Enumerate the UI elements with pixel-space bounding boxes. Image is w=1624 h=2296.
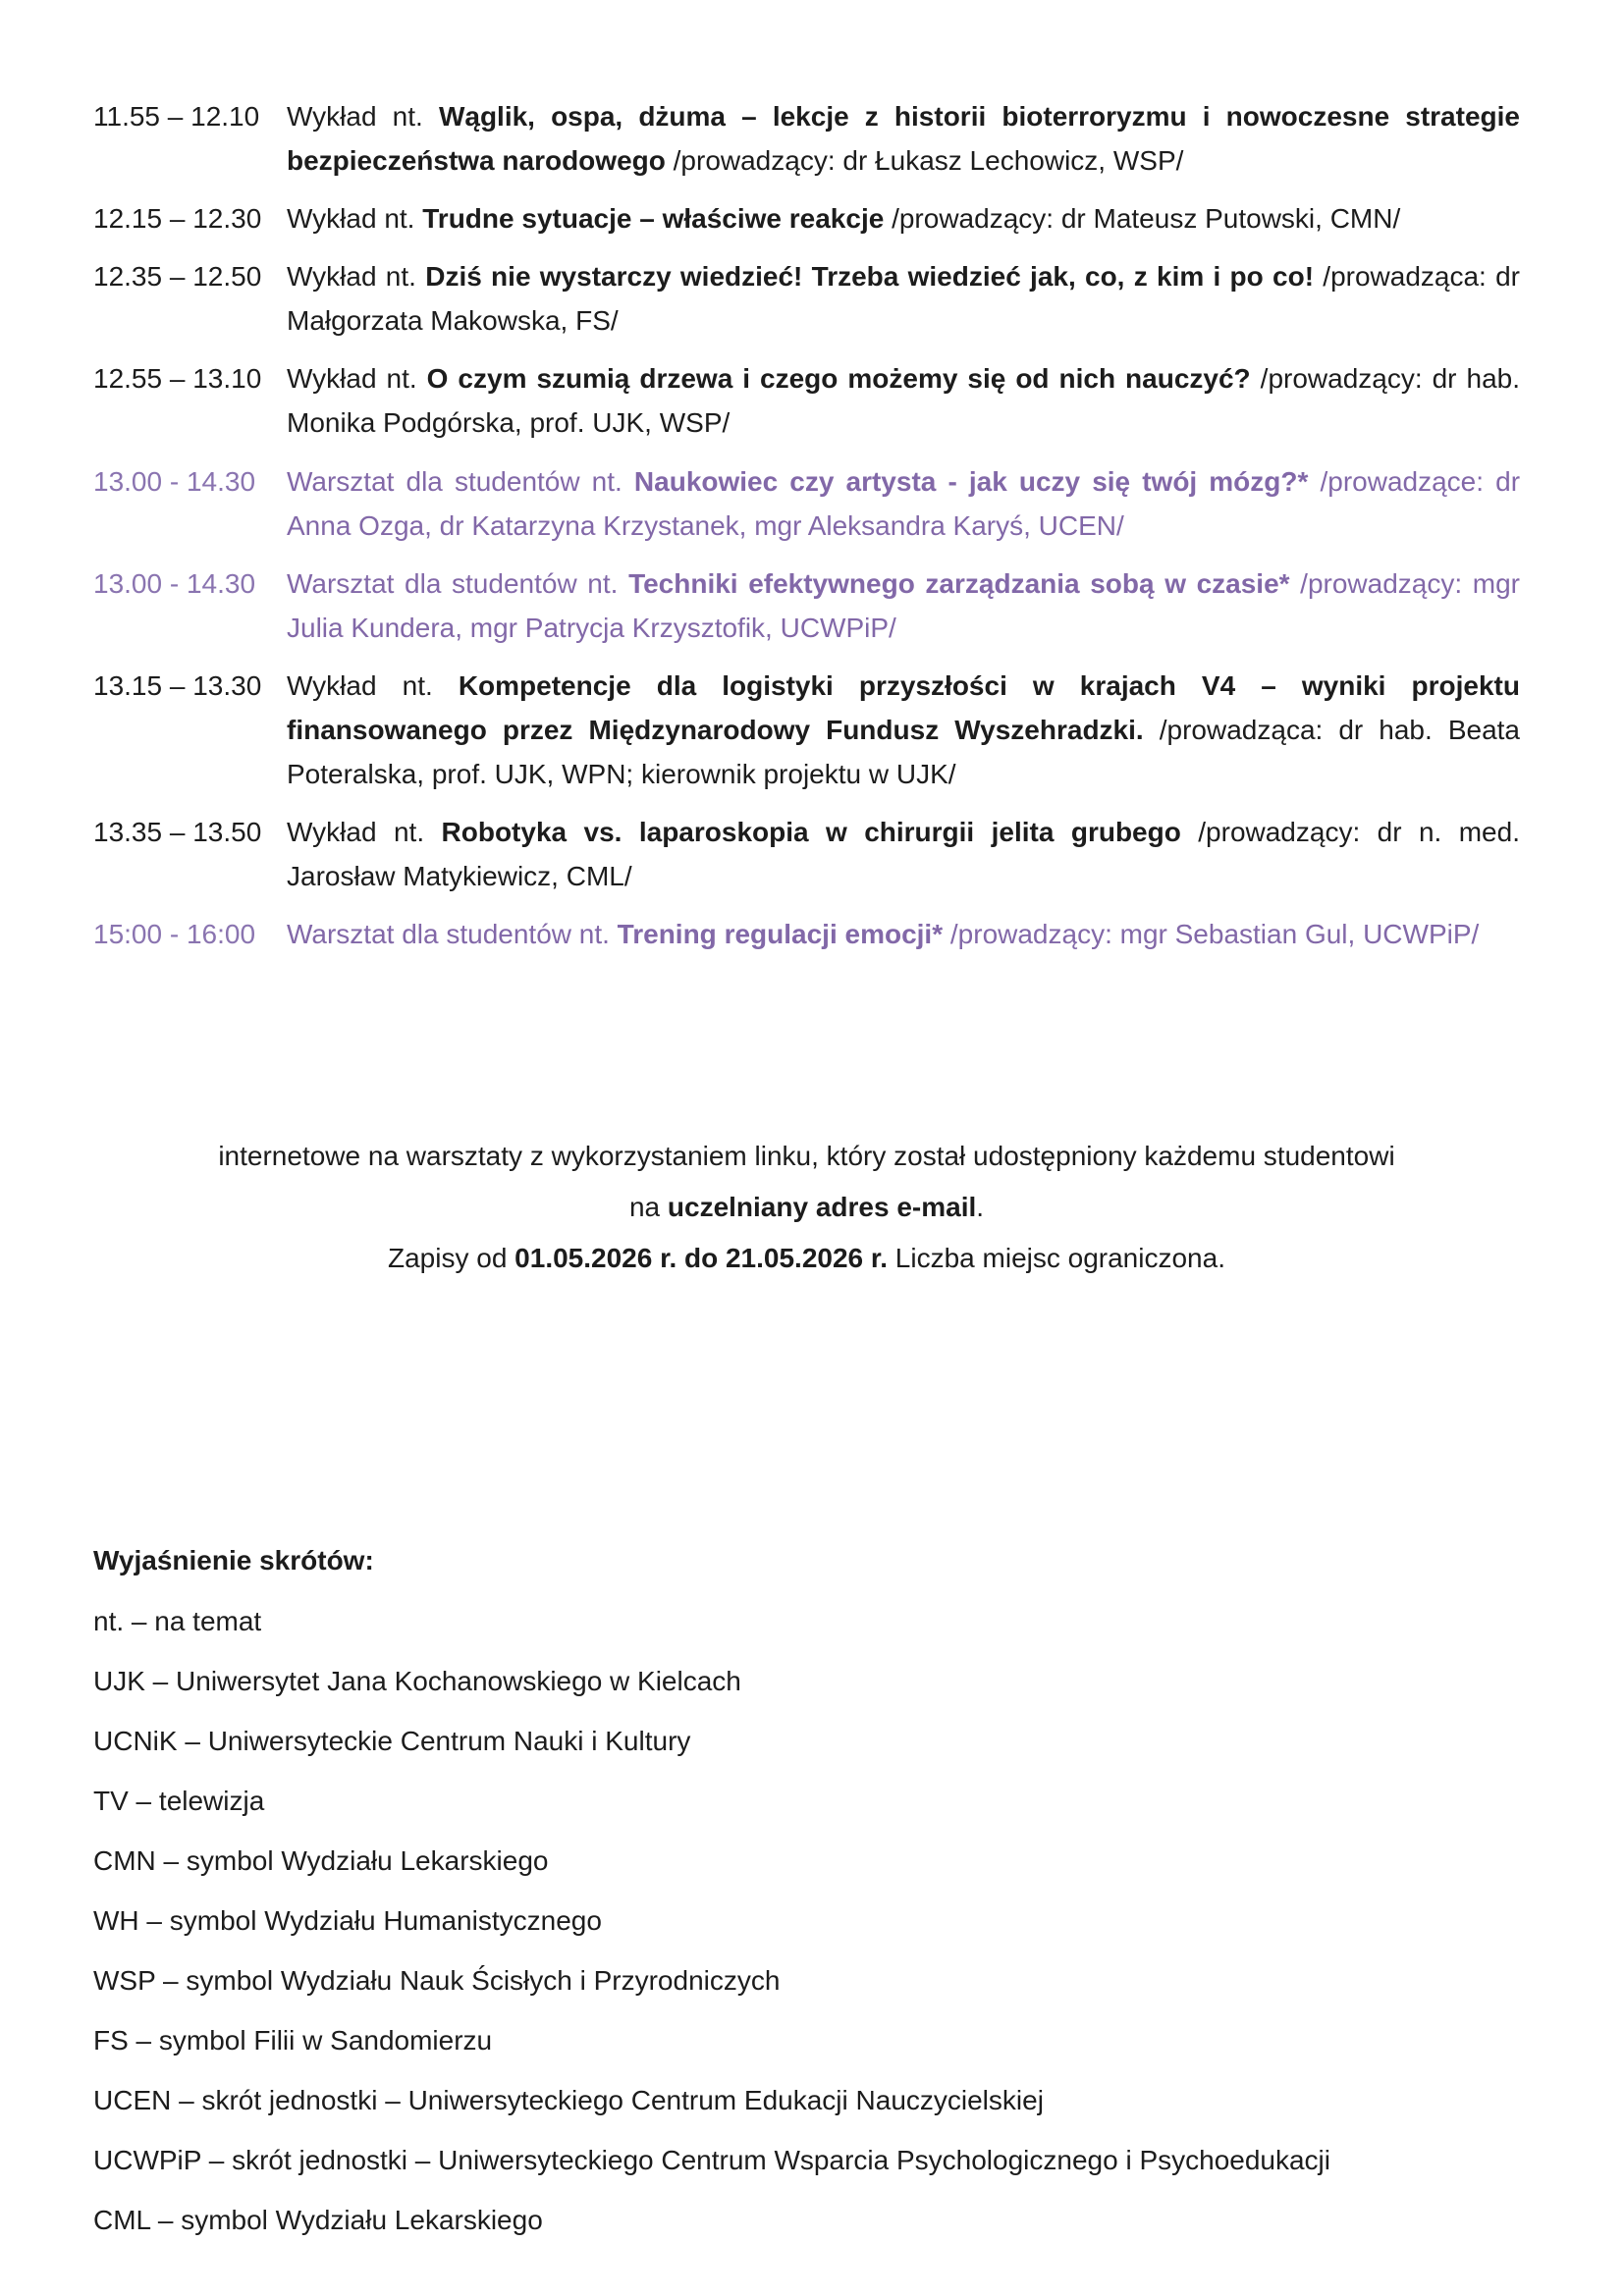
entry-title: Techniki efektywnego zarządzania sobą w czasie* <box>628 567 1290 599</box>
schedule-entry <box>93 810 1520 898</box>
entry-type: Wykład nt. <box>287 101 439 132</box>
notice-line-3: Zapisy od 01.05.2026 r. do 21.05.2026 r. Liczba miejsc ograniczona. <box>388 1243 1225 1274</box>
abbreviation-item: WH – symbol Wydziału Humanistycznego <box>93 1905 602 1937</box>
entry-type: Wykład nt. <box>287 261 426 293</box>
entry-title: O czym szumią drzewa i czego możemy się od nich nauczyć? <box>426 363 1251 395</box>
entry-type: Wykład nt. <box>287 203 423 235</box>
entry-presenters: /prowadzący: mgr Sebastian Gul, UCWPiP/ <box>943 919 1480 950</box>
entry-type: Warsztat dla studentów nt. <box>287 919 618 950</box>
entry-title: Naukowiec czy artysta - jak uczy się twój mózg?* <box>633 465 1309 497</box>
schedule-entry <box>93 912 1520 956</box>
abbreviations-heading: Wyjaśnienie skrótów: <box>93 1544 374 1575</box>
schedule-entry <box>93 561 1520 650</box>
entry-type: Wykład nt. <box>287 817 442 848</box>
entry-type: Wykład nt. <box>287 669 459 701</box>
entry-time: 12.55 – 13.10 <box>93 363 262 395</box>
entry-presenters: /prowadząca: dr hab. Beata Poteralska, prof. UJK, WPN; kierownik projektu w UJK/ <box>287 714 1521 790</box>
entry-presenters: /prowadzący: dr hab. Monika Podgórska, prof. UJK, WSP/ <box>287 363 1520 439</box>
abbreviation-item: FS – symbol Filii w Sandomierzu <box>93 2025 493 2056</box>
entry-time: 13.00 - 14.30 <box>93 465 256 497</box>
abbreviation-item: UCNiK – Uniwersyteckie Centrum Nauki i Kultury <box>93 1725 691 1756</box>
entry-presenters: /prowadzący: dr Mateusz Putowski, CMN/ <box>884 203 1401 235</box>
schedule-entry <box>93 664 1520 796</box>
entry-title: Kompetencje dla logistyki przyszłości w krajach V4 – wyniki projektu finansowanego przez Międzynarodowy Fundusz Wyszehradzki. <box>287 669 1520 745</box>
schedule-entry <box>93 196 1520 240</box>
entry-title: Trudne sytuacje – właściwe reakcje <box>422 203 885 235</box>
abbreviation-item: CMN – symbol Wydziału Lekarskiego <box>93 1844 549 1876</box>
abbreviation-item: CML – symbol Wydziału Lekarskiego <box>93 2205 543 2236</box>
entry-time: 12.35 – 12.50 <box>93 261 262 293</box>
entry-presenters: /prowadzący: dr n. med. Jarosław Matykiewicz, CML/ <box>287 817 1520 892</box>
notice-line-2: na uczelniany adres e-mail. <box>628 1192 985 1223</box>
abbreviation-list <box>93 1599 1520 2243</box>
abbreviation-item: UCEN – skrót jednostki – Uniwersyteckiego Centrum Edukacji Nauczycielskiej <box>93 2085 1044 2116</box>
abbreviation-item: UJK – Uniwersytet Jana Kochanowskiego w Kielcach <box>93 1665 741 1696</box>
entry-title: Dziś nie wystarczy wiedzieć! Trzeba wiedzieć jak, co, z kim i po co! <box>425 261 1315 293</box>
entry-presenters: /prowadząca: dr Małgorzata Makowska, FS/ <box>287 261 1520 337</box>
entry-presenters: /prowadzące: dr Anna Ozga, dr Katarzyna Krzystanek, mgr Aleksandra Karyś, UCEN/ <box>287 465 1521 541</box>
abbreviation-item: WSP – symbol Wydziału Nauk Ścisłych i Przyrodniczych <box>93 1965 781 1997</box>
entry-title: Wąglik, ospa, dżuma – lekcje z historii bioterroryzmu i nowoczesne strategie bezpieczeństwa narodowego <box>287 101 1520 177</box>
abbreviations-section <box>93 1538 1520 2243</box>
entry-time: 15:00 - 16:00 <box>93 919 256 950</box>
entry-time: 13.35 – 13.50 <box>93 817 262 848</box>
abbreviation-item: UCWPiP – skrót jednostki – Uniwersyteckiego Centrum Wsparcia Psychologicznego i Psychoedukacji <box>93 2145 1330 2176</box>
notice-line-1: internetowe na warsztaty z wykorzystaniem linku, który został udostępniony każdemu studentowi <box>218 1141 1395 1172</box>
entry-type: Wykład nt. <box>287 363 427 395</box>
entry-time: 13.15 – 13.30 <box>93 669 262 701</box>
entry-type: Warsztat dla studentów nt. <box>287 465 634 497</box>
entry-title: Trening regulacji emocji* <box>617 919 944 950</box>
entry-time: 12.15 – 12.30 <box>93 203 262 235</box>
entry-time: 11.55 – 12.10 <box>93 101 260 132</box>
entry-presenters: /prowadzący: mgr Julia Kundera, mgr Patrycja Krzysztofik, UCWPiP/ <box>287 567 1520 643</box>
schedule-entry <box>93 254 1520 343</box>
schedule-entry <box>93 356 1520 445</box>
schedule-entry <box>93 459 1520 548</box>
entry-time: 13.00 - 14.30 <box>93 567 256 599</box>
entry-type: Warsztat dla studentów nt. <box>287 567 629 599</box>
schedule-list <box>93 94 1520 956</box>
entry-title: Robotyka vs. laparoskopia w chirurgii jelita grubego <box>441 817 1181 848</box>
registration-notice <box>93 1131 1520 1284</box>
abbreviation-item: TV – telewizja <box>93 1785 265 1816</box>
schedule-entry <box>93 94 1520 183</box>
abbreviation-item: nt. – na temat <box>93 1605 262 1636</box>
entry-presenters: /prowadzący: dr Łukasz Lechowicz, WSP/ <box>665 145 1184 177</box>
